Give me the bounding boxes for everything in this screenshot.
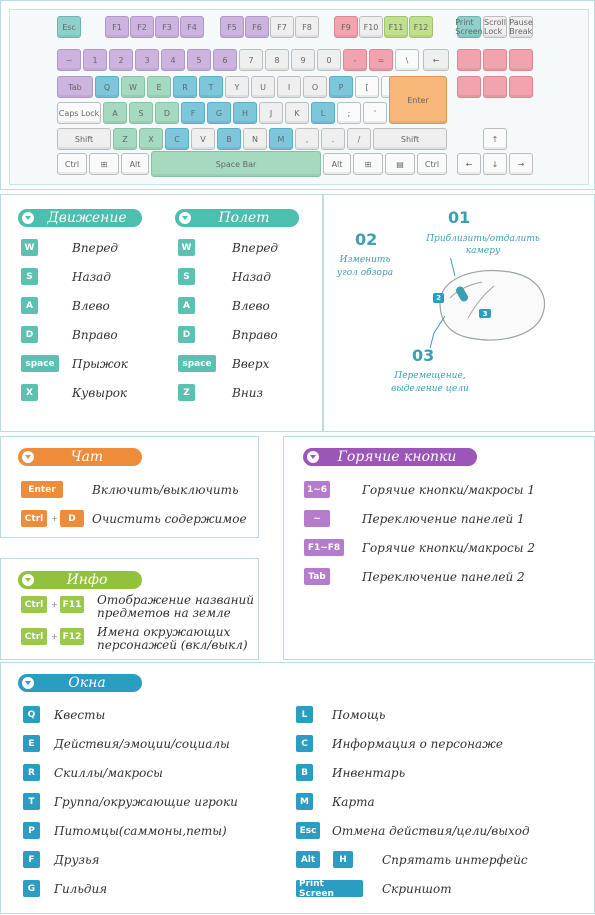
key-f9: F9 [334,16,358,38]
movement-key-5: X [21,384,38,401]
mouse-label-02: 02 [355,230,378,249]
key-shift-left: Shift [57,128,111,150]
key-row2-6: Y [225,76,249,98]
windows-right-key-1: C [296,735,313,752]
key-row1-11: - [343,49,367,71]
windows-right-label-2: Инвентарь [332,766,406,780]
key-row1-2: 2 [109,49,133,71]
mouse-text-03a: Перемещение, [394,371,466,381]
key-numpad-pink [457,76,481,98]
hotkeys-label-2: Горячие кнопки/макросы 2 [362,541,535,555]
key-row1-0: ~ [57,49,81,71]
windows-right-key-3: M [296,793,313,810]
key-row4-1: Z [113,128,137,150]
key-row4-10: / [347,128,371,150]
key-row1-4: 4 [161,49,185,71]
flight-key-5: Z [178,384,195,401]
key-row1-7: 7 [239,49,263,71]
flight-label-3: Вправо [232,328,278,342]
key-row2-1: Q [95,76,119,98]
movement-key-4: space [21,355,59,372]
hotkeys-label-0: Горячие кнопки/макросы 1 [362,483,535,497]
flight-label-5: Вниз [232,386,263,400]
windows-right-label-4: Отмена действия/цели/выход [332,824,530,838]
key-row2-3: E [147,76,171,98]
key-row3-1: A [103,102,127,124]
chevron-down-icon [22,451,34,463]
chevron-down-icon [179,212,191,224]
info-f12-key: F12 [60,628,84,645]
key-row4-2: X [139,128,163,150]
mouse-text-02a: Изменить [339,255,391,265]
info-item-2-line-1: Имена окружающих [97,625,231,639]
key-row4-4: V [191,128,215,150]
key-row4-3: C [165,128,189,150]
info-f11-key: F11 [60,596,84,613]
info-item-1-line-1: Отображение названий [97,593,254,607]
windows-right-key-6: Print Screen [296,880,363,897]
key-row2-4: R [173,76,197,98]
key-row2-11: [ [355,76,379,98]
key-f4: F4 [180,16,204,38]
key-f11: F11 [384,16,408,38]
windows-left-label-5: Друзья [54,853,100,867]
mouse-label-01: 01 [448,208,471,227]
key-row3-7: J [259,102,283,124]
key-numpad-pink [509,49,533,71]
mouse-button-3-badge: 3 [479,309,491,318]
movement-key-0: W [21,239,38,256]
flight-header [175,209,299,227]
key-enter: Enter [389,76,447,124]
windows-right-key-0: L [296,706,313,723]
flight-key-1: S [178,268,195,285]
key-f5: F5 [220,16,244,38]
windows-panel [0,662,595,914]
key-row4-9: . [321,128,345,150]
movement-label-3: Вправо [72,328,118,342]
key-row1-6: 6 [213,49,237,71]
movement-key-1: S [21,268,38,285]
key-space-bar: Space Bar [151,151,321,177]
hotkeys-header [303,448,477,466]
movement-label-0: Вперед [72,241,119,255]
hotkeys-key-1: ~ [304,510,330,527]
info-ctrl-key-2: Ctrl [21,628,47,645]
windows-left-label-1: Действия/эмоции/социалы [54,737,230,751]
key-row4-7: M [269,128,293,150]
windows-right-key-2: B [296,764,313,781]
key-f7: F7 [270,16,294,38]
mouse-text-03b: выделение цели [391,384,469,394]
key-numpad-pink [483,76,507,98]
key-menu: ▤ [385,153,415,175]
key-row3-6: H [233,102,257,124]
key-row3-5: G [207,102,231,124]
windows-left-label-3: Группа/окружающие игроки [54,795,238,809]
windows-title: Окна [68,675,106,691]
plus-sign: + [51,632,58,641]
key-win-left: ⊞ [89,153,119,175]
windows-left-key-4: P [23,822,40,839]
key-row1-10: 0 [317,49,341,71]
key-row3-11: ' [363,102,387,124]
movement-label-5: Кувырок [72,386,128,400]
flight-key-0: W [178,239,195,256]
key-row1-13: \ [395,49,419,71]
windows-left-key-5: F [23,851,40,868]
mouse-icon [420,258,555,348]
keyboard-panel [0,0,595,190]
key-row1-3: 3 [135,49,159,71]
chat-title: Чат [70,449,104,465]
mouse-text-02b: угол обзора [336,268,394,278]
key-row3-3: D [155,102,179,124]
hotkeys-title: Горячие кнопки [337,449,457,465]
info-item-1-line-2: предметов на земле [97,606,231,620]
windows-left-key-0: Q [23,706,40,723]
chat-ctrl-key: Ctrl [21,510,47,527]
key-caps-lock: Caps Lock [57,102,101,124]
flight-key-2: A [178,297,195,314]
key-f8: F8 [295,16,319,38]
flight-label-4: Вверх [232,357,270,371]
key-f2: F2 [130,16,154,38]
key-row2-5: T [199,76,223,98]
key-win-right: ⊞ [353,153,383,175]
chevron-down-icon [22,574,34,586]
key-f12: F12 [409,16,433,38]
key-row3-4: F [181,102,205,124]
movement-key-3: D [21,326,38,343]
windows-left-key-3: T [23,793,40,810]
windows-left-key-6: G [23,880,40,897]
windows-right-key-5: Alt [296,851,320,868]
key-shift-right: Shift [373,128,447,150]
windows-right-label-5: Спрятать интерфейс [382,853,528,867]
hotkeys-key-2: F1~F8 [304,539,344,556]
key-row1-8: 8 [265,49,289,71]
key-row1-14: ← [423,49,449,71]
windows-left-label-4: Питомцы(саммоны,петы) [54,824,227,838]
windows-header [18,674,142,692]
key-row4-8: , [295,128,319,150]
movement-title: Движение [47,210,127,226]
key-tab: Tab [57,76,93,98]
windows-right-label-3: Карта [332,795,375,809]
key-arrow-1: ← [457,153,481,175]
key-row1-12: = [369,49,393,71]
key-row3-9: L [311,102,335,124]
key-row2-2: W [121,76,145,98]
chat-item-2-label: Очистить содержимое [92,512,247,526]
mouse-text-01: Приблизить/отдалить камеру [426,234,540,256]
key-esc: Esc [57,16,81,38]
flight-key-4: space [178,355,216,372]
flight-label-0: Вперед [232,241,279,255]
info-ctrl-key-1: Ctrl [21,596,47,613]
windows-right-label-6: Скриншот [382,882,452,896]
key-numpad-pink [457,49,481,71]
key-alt-right: Alt [323,153,351,175]
chevron-down-icon [307,451,319,463]
plus-sign: + [51,600,58,609]
key-f3: F3 [155,16,179,38]
key-arrow-3: → [509,153,533,175]
windows-right-label-0: Помощь [332,708,386,722]
windows-left-key-2: R [23,764,40,781]
key-ctrl-right: Ctrl [417,153,447,175]
chevron-down-icon [22,677,34,689]
mouse-label-03: 03 [412,346,435,365]
info-title: Инфо [66,572,108,588]
key-numpad-pink [509,76,533,98]
key-arrow-2: ↓ [483,153,507,175]
key-row3-8: K [285,102,309,124]
movement-label-2: Влево [72,299,110,313]
mouse-button-2-badge: 2 [433,293,444,303]
info-header [18,571,142,589]
chat-item-1-label: Включить/выключить [92,483,239,497]
key-row3-2: S [129,102,153,124]
key-f1: F1 [105,16,129,38]
movement-label-4: Прыжок [72,357,128,371]
key-row1-5: 5 [187,49,211,71]
windows-left-label-6: Гильдия [54,882,108,896]
windows-right-label-1: Информация о персонаже [332,737,503,751]
key-nav-1: Scroll Lock [484,18,506,36]
key-alt-left: Alt [121,153,149,175]
info-item-2-line-2: персонажей (вкл/выкл) [97,638,248,652]
key-f6: F6 [245,16,269,38]
movement-header [18,209,142,227]
key-row2-10: P [329,76,353,98]
windows-left-key-1: E [23,735,40,752]
windows-left-label-2: Скиллы/макросы [54,766,163,780]
flight-title: Полет [218,210,270,226]
movement-key-2: A [21,297,38,314]
key-arrow-0: ↑ [483,128,507,150]
hotkeys-label-1: Переключение панелей 1 [362,512,525,526]
movement-label-1: Назад [72,270,111,284]
key-row4-6: N [243,128,267,150]
key-row1-9: 9 [291,49,315,71]
key-f10: F10 [359,16,383,38]
key-row2-9: O [303,76,327,98]
windows-left-label-0: Квесты [54,708,106,722]
chevron-down-icon [22,212,34,224]
windows-right-key-4: Esc [296,822,320,839]
flight-label-1: Назад [232,270,271,284]
key-numpad-pink [483,49,507,71]
key-row1-1: 1 [83,49,107,71]
hotkeys-label-3: Переключение панелей 2 [362,570,525,584]
key-nav-2: Pause Break [509,18,533,36]
key-ctrl-left: Ctrl [57,153,87,175]
key-nav-0: Print Screen [455,18,483,36]
key-row2-8: I [277,76,301,98]
hotkeys-key-3: Tab [304,568,330,585]
plus-sign: + [51,514,58,523]
chat-d-key: D [60,510,84,527]
key-row3-10: ; [337,102,361,124]
key-row2-7: U [251,76,275,98]
windows-right-key2-5: H [333,851,353,868]
key-row4-5: B [217,128,241,150]
flight-key-3: D [178,326,195,343]
movement-panel [0,194,323,432]
chat-header [18,448,142,466]
hotkeys-key-0: 1~6 [304,481,330,498]
flight-label-2: Влево [232,299,270,313]
chat-enter-key: Enter [21,481,63,498]
